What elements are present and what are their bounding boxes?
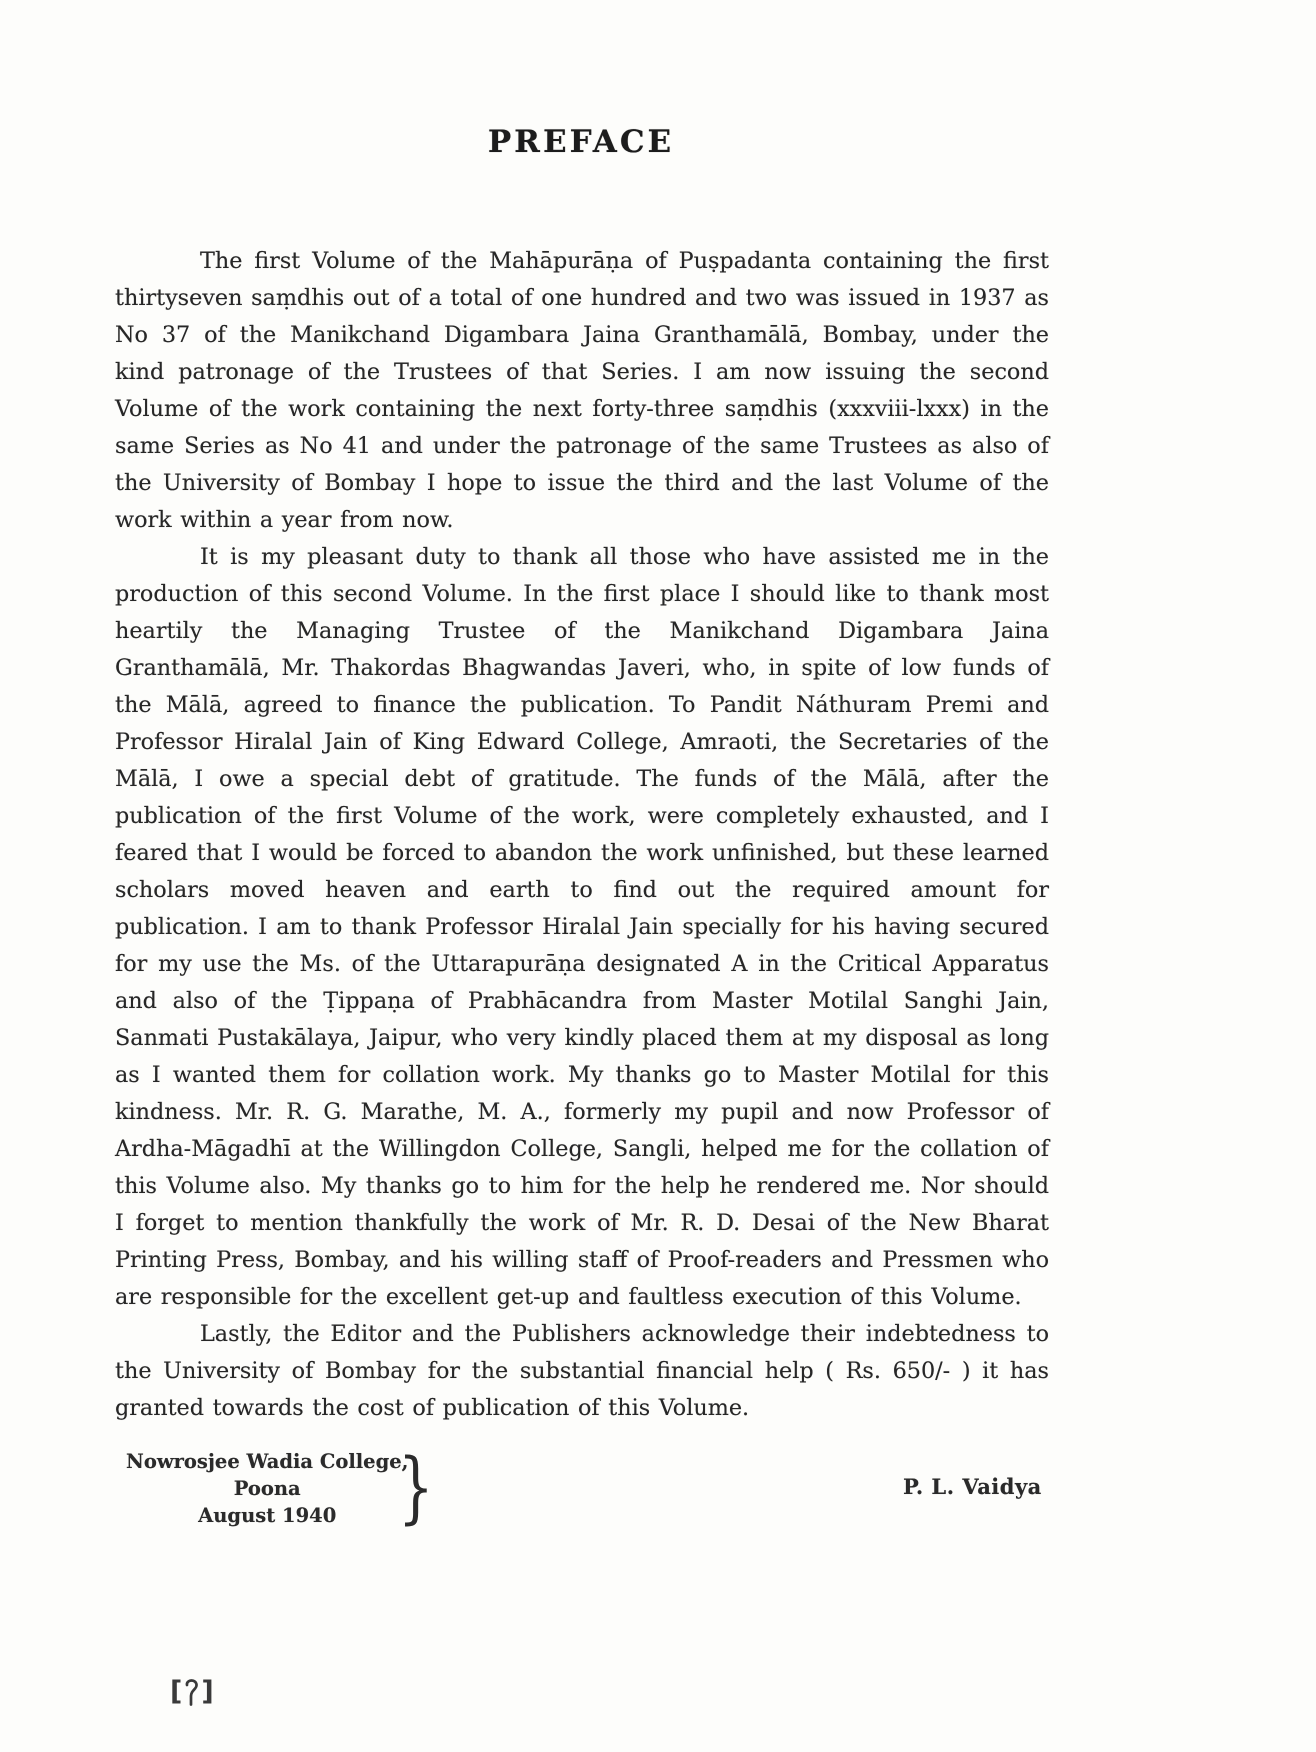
preface-body	[115, 243, 1049, 1427]
colophon-city: Poona	[233, 1477, 301, 1500]
preface-paragraph-3: Lastly, the Editor and the Publishers acknowledge their indebtedness to the University of Bombay for the substantial financial help ( Rs. 650/- ) it has granted towards the cost of publication of this Volume.	[115, 1321, 1049, 1421]
author-signature: P. L. Vaidya	[903, 1474, 1042, 1499]
colophon-brace: }	[398, 1443, 434, 1533]
page-number	[170, 1676, 214, 1707]
colophon-date: August 1940	[198, 1504, 337, 1527]
colophon-place-block	[126, 1448, 408, 1529]
page-number-open-bracket: [	[170, 1676, 183, 1707]
colophon-institution: Nowrosjee Wadia College,	[126, 1450, 409, 1473]
page-number-close-bracket: ]	[201, 1676, 214, 1707]
devanagari-digit-two-icon	[183, 1679, 200, 1707]
page-title: PREFACE	[487, 124, 675, 160]
preface-paragraph-1: The first Volume of the Mahāpurāṇa of Puṣpadanta containing the first thirtyseven saṃdhis out of a total of one hundred and two was issued in 1937 as No 37 of the Manikchand Digambara Jaina Granthamālā, Bombay, under the kind patronage of the Trustees of that Series. I am now issuing the second Volume of the work containing the next forty-three saṃdhis (xxxviii-lxxx) in the same Series as No 41 and under the patronage of the same Trustees as also of the University of Bombay I hope to issue the third and the last Volume of the work within a year from now.	[115, 248, 1049, 533]
preface-paragraph-2: It is my pleasant duty to thank all those who have assisted me in the production of this second Volume. In the first place I should like to thank most heartily the Managing Trustee of the Manikchand Digambara Jaina Granthamālā, Mr. Thakordas Bhagwandas Javeri, who, in spite of low funds of the Mālā, agreed to finance the publication. To Pandit Náthuram Premi and Professor Hiralal Jain of King Edward College, Amraoti, the Secretaries of the Mālā, I owe a special debt of gratitude. The funds of the Mālā, after the publication of the first Volume of the work, were completely exhausted, and I feared that I would be forced to abandon the work unfinished, but these learned scholars moved heaven and earth to find out the required amount for publication. I am to thank Professor Hiralal Jain specially for his having secured for my use the Ms. of the Uttarapurāṇa designated A in the Critical Apparatus and also of the Ṭippaṇa of Prabhācandra from Master Motilal Sanghi Jain, Sanmati Pustakālaya, Jaipur, who very kindly placed them at my disposal as long as I wanted them for collation work. My thanks go to Master Motilal for this kindness. Mr. R. G. Marathe, M. A., formerly my pupil and now Professor of Ardha-Māgadhī at the Willingdon College, Sangli, helped me for the collation of this Volume also. My thanks go to him for the help he rendered me. Nor should I forget to mention thankfully the work of Mr. R. D. Desai of the New Bharat Printing Press, Bombay, and his willing staff of Proof-readers and Pressmen who are responsible for the excellent get-up and faultless execution of this Volume.	[115, 544, 1049, 1310]
